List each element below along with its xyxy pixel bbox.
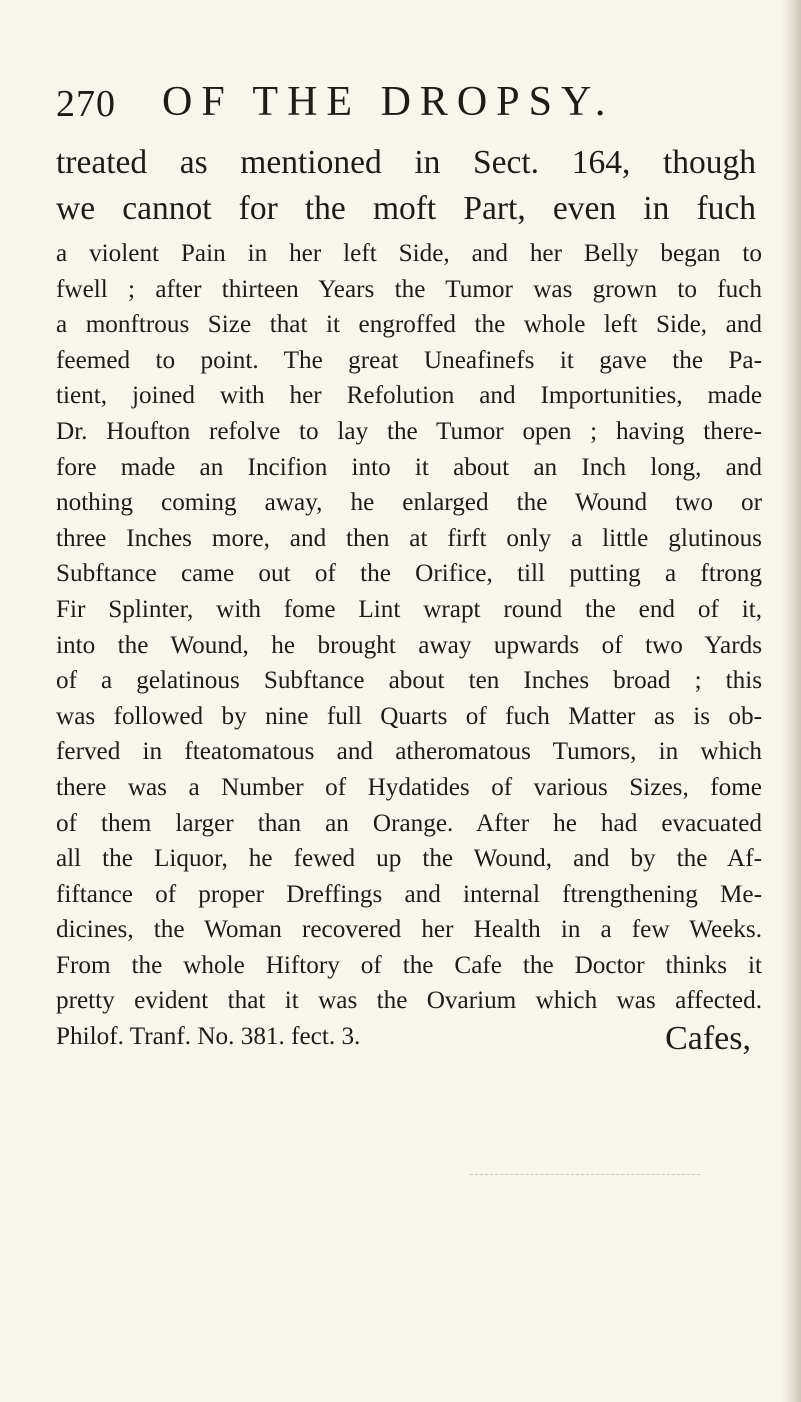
text-line: a monftrous Size that it engroffed the whole left Side, and bbox=[56, 311, 762, 339]
text-line: there was a Number of Hydatides of various Sizes, fome bbox=[56, 773, 762, 801]
continuation-text bbox=[56, 140, 756, 232]
text-line: fore made an Incifion into it about an Inch long, and bbox=[56, 453, 762, 481]
text-line: treated as mentioned in Sect. 164, though bbox=[56, 144, 756, 181]
text-line: of a gelatinous Subftance about ten Inches broad ; this bbox=[56, 667, 762, 695]
text-line: all the Liquor, he fewed up the Wound, and by the Af- bbox=[56, 845, 762, 873]
text-line: tient, joined with her Refolution and Importunities, made bbox=[56, 382, 762, 410]
text-line: Dr. Houfton refolve to lay the Tumor open ; having there- bbox=[56, 417, 762, 445]
text-line: ferved in fteatomatous and atheromatous Tumors, in which bbox=[56, 738, 762, 766]
text-line: a violent Pain in her left Side, and her Belly began to bbox=[56, 240, 762, 267]
page-number: 270 bbox=[56, 83, 116, 125]
citation-line: Philof. Tranf. No. 381. fect. 3. bbox=[56, 1023, 361, 1051]
text-line: into the Wound, he brought away upwards of two Yards bbox=[56, 631, 762, 659]
text-line: Subftance came out of the Orifice, till putting a ftrong bbox=[56, 560, 762, 588]
text-line: fwell ; after thirteen Years the Tumor was grown to fuch bbox=[56, 275, 762, 303]
catchword: Cafes, bbox=[665, 1020, 751, 1057]
text-line: From the whole Hiftory of the Cafe the Doctor thinks it bbox=[56, 951, 762, 979]
running-title: OF THE DROPSY. bbox=[162, 79, 615, 125]
text-line: three Inches more, and then at firft only a little glutinous bbox=[56, 524, 762, 552]
text-line: of them larger than an Orange. After he had evacuated bbox=[56, 809, 762, 837]
text-line: feemed to point. The great Uneafinefs it gave the Pa- bbox=[56, 346, 762, 374]
text-line: we cannot for the moft Part, even in fuch bbox=[56, 190, 756, 227]
text-line: nothing coming away, he enlarged the Wound two or bbox=[56, 489, 762, 517]
text-line: pretty evident that it was the Ovarium which was affected. bbox=[56, 987, 762, 1015]
text-line: dicines, the Woman recovered her Health in a few Weeks. bbox=[56, 916, 762, 944]
text-line: was followed by nine full Quarts of fuch Matter as is ob- bbox=[56, 702, 762, 730]
show-through-mark bbox=[470, 1174, 700, 1175]
body-text bbox=[56, 236, 762, 1055]
text-line: Fir Splinter, with fome Lint wrapt round the end of it, bbox=[56, 595, 762, 623]
page-header bbox=[56, 72, 756, 128]
text-line: fiftance of proper Dreffings and internal ftrengthening Me- bbox=[56, 880, 762, 908]
page-edge-shadow bbox=[781, 0, 801, 1402]
